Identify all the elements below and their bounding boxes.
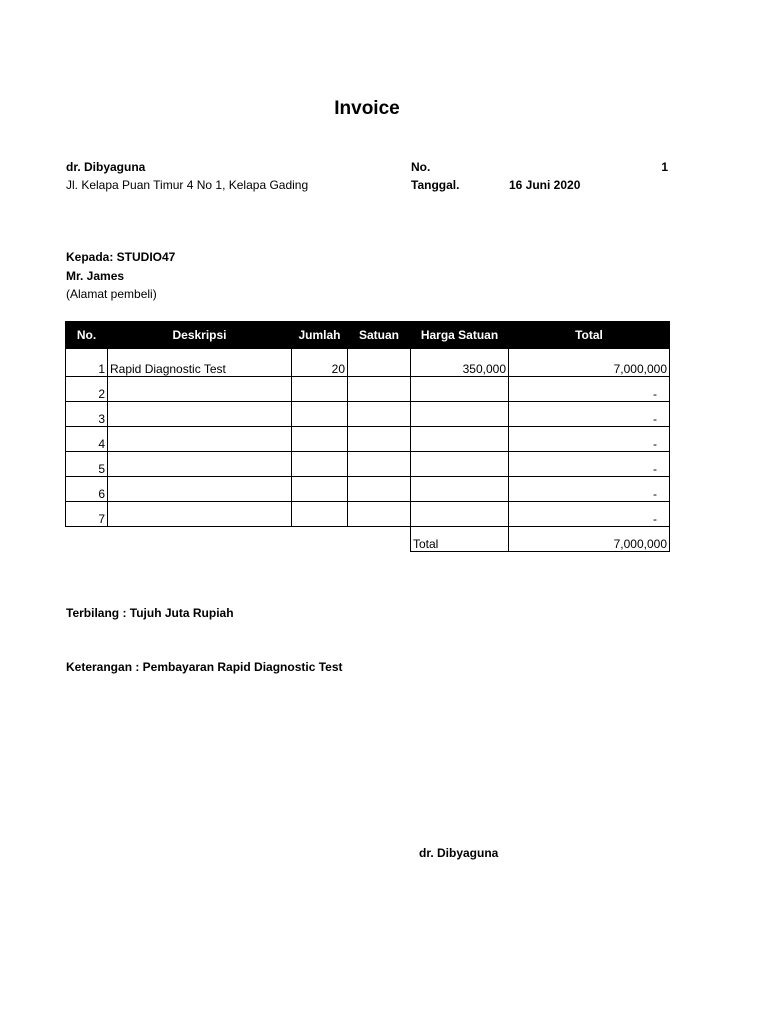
row-quantity <box>292 477 348 502</box>
header-total: Total <box>509 322 670 349</box>
row-number: 1 <box>66 349 108 377</box>
invoice-items-table <box>65 321 670 552</box>
invoice-date-label: Tanggal. <box>411 178 460 192</box>
row-number: 6 <box>66 477 108 502</box>
table-row <box>66 402 670 427</box>
invoice-number-value: 1 <box>661 160 668 174</box>
row-unit-price <box>411 402 509 427</box>
row-unit-price <box>411 452 509 477</box>
row-total: - <box>509 452 670 477</box>
row-number: 5 <box>66 452 108 477</box>
header-no: No. <box>66 322 108 349</box>
table-row <box>66 427 670 452</box>
row-quantity <box>292 502 348 527</box>
row-quantity <box>292 427 348 452</box>
row-number: 2 <box>66 377 108 402</box>
row-total: - <box>509 427 670 452</box>
row-total: 7,000,000 <box>509 349 670 377</box>
invoice-number-label: No. <box>411 160 431 174</box>
row-total: - <box>509 477 670 502</box>
row-number: 7 <box>66 502 108 527</box>
row-quantity <box>292 377 348 402</box>
table-row <box>66 452 670 477</box>
header-unit-price: Harga Satuan <box>411 322 509 349</box>
row-unit <box>348 349 411 377</box>
row-description <box>108 452 292 477</box>
table-total-row <box>66 527 670 552</box>
row-total: - <box>509 377 670 402</box>
spelled-amount: Terbilang : Tujuh Juta Rupiah <box>66 606 234 620</box>
row-unit <box>348 402 411 427</box>
row-unit <box>348 377 411 402</box>
seller-name: dr. Dibyaguna <box>66 160 146 174</box>
row-number: 4 <box>66 427 108 452</box>
row-description <box>108 427 292 452</box>
recipient-line: Kepada: STUDIO47 <box>66 250 176 264</box>
seller-address: Jl. Kelapa Puan Timur 4 No 1, Kelapa Gading <box>66 178 309 192</box>
row-quantity <box>292 402 348 427</box>
row-number: 3 <box>66 402 108 427</box>
row-unit-price <box>411 502 509 527</box>
signature-name: dr. Dibyaguna <box>419 846 499 860</box>
table-row <box>66 502 670 527</box>
invoice-title: Invoice <box>334 98 400 119</box>
invoice-note: Keterangan : Pembayaran Rapid Diagnostic Test <box>66 660 343 674</box>
header-quantity: Jumlah <box>292 322 348 349</box>
row-quantity: 20 <box>292 349 348 377</box>
row-unit <box>348 477 411 502</box>
row-description <box>108 477 292 502</box>
header-unit: Satuan <box>348 322 411 349</box>
row-unit-price <box>411 377 509 402</box>
grand-total-label: Total <box>411 527 509 552</box>
row-unit <box>348 427 411 452</box>
table-header-row <box>66 322 670 349</box>
row-quantity <box>292 452 348 477</box>
recipient-contact: Mr. James <box>66 269 125 283</box>
table-row <box>66 377 670 402</box>
table-row <box>66 349 670 377</box>
recipient-address: (Alamat pembeli) <box>66 287 157 301</box>
row-total: - <box>509 502 670 527</box>
header-description: Deskripsi <box>108 322 292 349</box>
invoice-date-value: 16 Juni 2020 <box>509 178 581 192</box>
row-description <box>108 402 292 427</box>
row-total: - <box>509 402 670 427</box>
row-unit-price <box>411 477 509 502</box>
row-unit-price <box>411 427 509 452</box>
row-description: Rapid Diagnostic Test <box>108 349 292 377</box>
row-description <box>108 502 292 527</box>
row-unit <box>348 452 411 477</box>
table-row <box>66 477 670 502</box>
row-unit-price: 350,000 <box>411 349 509 377</box>
grand-total-value: 7,000,000 <box>509 527 670 552</box>
row-description <box>108 377 292 402</box>
row-unit <box>348 502 411 527</box>
